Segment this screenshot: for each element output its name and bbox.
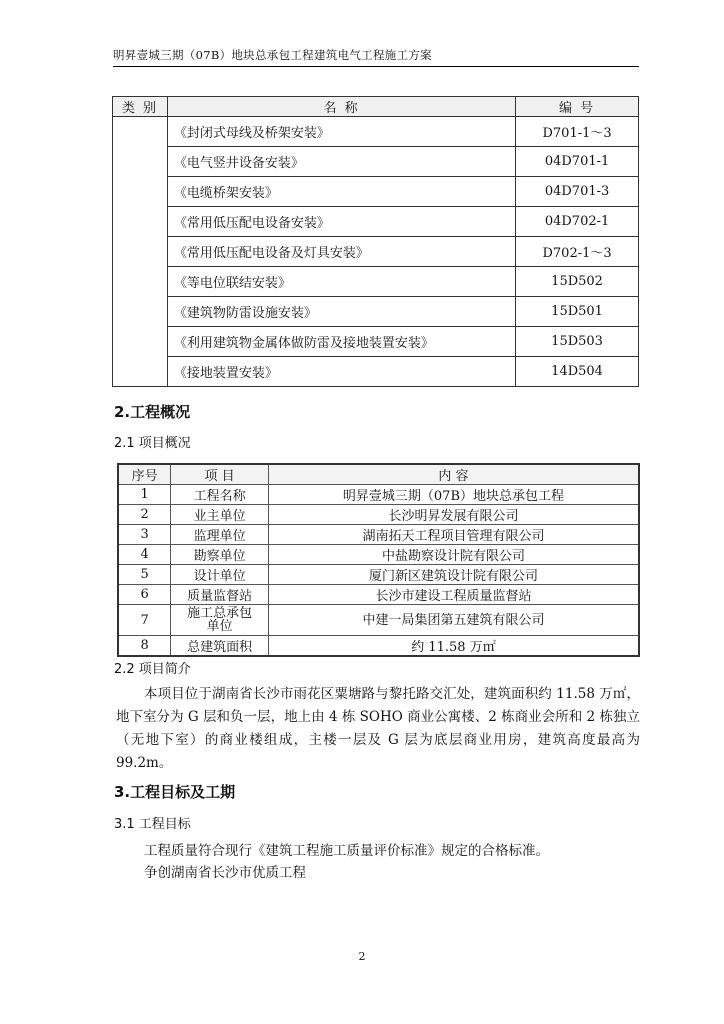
- standard-name: 《接地装置安装》: [167, 357, 515, 387]
- project-item: 总建筑面积: [171, 636, 269, 657]
- project-content: 长沙明昇发展有限公司: [268, 505, 639, 525]
- project-item: 施工总承包 单位: [171, 605, 269, 636]
- section-3-title: 3.工程目标及工期: [114, 783, 236, 801]
- standard-name: 《常用低压配电设备安装》: [167, 207, 515, 237]
- standards-row: [113, 177, 639, 207]
- col-header-no: 序号: [118, 464, 171, 485]
- project-no: 8: [118, 636, 171, 657]
- standards-row: [113, 297, 639, 327]
- project-row: [118, 505, 639, 525]
- page-number: 2: [358, 950, 366, 963]
- project-table-body: [118, 485, 639, 657]
- project-row: [118, 485, 639, 505]
- standard-code: D702-1～3: [516, 237, 639, 267]
- project-intro-paragraph: 本项目位于湖南省长沙市雨花区粟塘路与黎托路交汇处，建筑面积约 11.58 万㎡，地下室分为 G 层和负一层，地上由 4 栋 SOHO 商业公寓楼、2 栋商业会所和 2 栋独立（无地下室）的商业楼组成，主楼一层及 G 层为底层商业用房，建筑高度最高为 99.2m。: [116, 686, 640, 771]
- standard-code: 14D504: [516, 357, 639, 387]
- col-header-code: 编 号: [516, 97, 639, 117]
- project-content: 中盐勘察设计院有限公司: [268, 545, 639, 565]
- project-overview-table: [117, 463, 640, 657]
- project-row: [118, 585, 639, 605]
- standard-code: 04D701-3: [516, 177, 639, 207]
- project-content: 明昇壹城三期（07B）地块总承包工程: [268, 485, 639, 505]
- standard-name: 《封闭式母线及桥架安装》: [167, 117, 515, 147]
- project-no: 2: [118, 505, 171, 525]
- project-item: 监理单位: [171, 525, 269, 545]
- project-item: 业主单位: [171, 505, 269, 525]
- standard-code: 15D502: [516, 267, 639, 297]
- standards-row: [113, 357, 639, 387]
- project-item: 设计单位: [171, 565, 269, 585]
- project-no: 7: [118, 605, 171, 636]
- standards-row: [113, 237, 639, 267]
- standards-row: [113, 147, 639, 177]
- project-row: [118, 605, 639, 636]
- standards-row: [113, 207, 639, 237]
- project-content: 厦门新区建筑设计院有限公司: [268, 565, 639, 585]
- standard-code: 04D702-1: [516, 207, 639, 237]
- standard-name: 《等电位联结安装》: [167, 267, 515, 297]
- project-row: [118, 525, 639, 545]
- standard-name: 《电缆桥架安装》: [167, 177, 515, 207]
- col-header-content: 内 容: [268, 464, 639, 485]
- section-3-1-title: 3.1 工程目标: [114, 817, 191, 832]
- project-item: 质量监督站: [171, 585, 269, 605]
- project-content: 约 11.58 万㎡: [268, 636, 639, 657]
- col-header-category: 类 别: [113, 97, 168, 117]
- page-header: 明昇壹城三期（07B）地块总承包工程建筑电气工程施工方案: [113, 48, 432, 62]
- project-no: 4: [118, 545, 171, 565]
- standard-name: 《常用低压配电设备及灯具安装》: [167, 237, 515, 267]
- standards-table-body: [113, 117, 639, 387]
- project-item: 工程名称: [171, 485, 269, 505]
- header-rule: [113, 66, 639, 67]
- project-row: [118, 545, 639, 565]
- project-no: 3: [118, 525, 171, 545]
- project-no: 1: [118, 485, 171, 505]
- section-2-title: 2.工程概况: [114, 403, 191, 421]
- standard-code: 04D701-1: [516, 147, 639, 177]
- project-row: [118, 636, 639, 657]
- section-2-1-title: 2.1 项目概况: [114, 436, 191, 451]
- standards-table: [112, 96, 639, 387]
- project-content: 湖南拓天工程项目管理有限公司: [268, 525, 639, 545]
- project-row: [118, 565, 639, 585]
- standard-code: 15D501: [516, 297, 639, 327]
- project-content: 中建一局集团第五建筑有限公司: [268, 605, 639, 636]
- col-header-item: 项 目: [171, 464, 269, 485]
- project-content: 长沙市建设工程质量监督站: [268, 585, 639, 605]
- standard-name: 《利用建筑物金属体做防雷及接地装置安装》: [167, 327, 515, 357]
- standards-row: [113, 327, 639, 357]
- col-header-name: 名 称: [167, 97, 515, 117]
- category-cell: [113, 117, 168, 387]
- project-no: 5: [118, 565, 171, 585]
- standards-row: [113, 267, 639, 297]
- quality-goal-line: 争创湖南省长沙市优质工程: [144, 865, 306, 881]
- standard-code: 15D503: [516, 327, 639, 357]
- standards-row: [113, 117, 639, 147]
- project-item: 勘察单位: [171, 545, 269, 565]
- project-no: 6: [118, 585, 171, 605]
- quality-standard-line: 工程质量符合现行《建筑工程施工质量评价标准》规定的合格标准。: [144, 843, 549, 859]
- standard-name: 《建筑物防雷设施安装》: [167, 297, 515, 327]
- section-2-2-title: 2.2 项目简介: [114, 662, 191, 677]
- standard-name: 《电气竖井设备安装》: [167, 147, 515, 177]
- standard-code: D701-1～3: [516, 117, 639, 147]
